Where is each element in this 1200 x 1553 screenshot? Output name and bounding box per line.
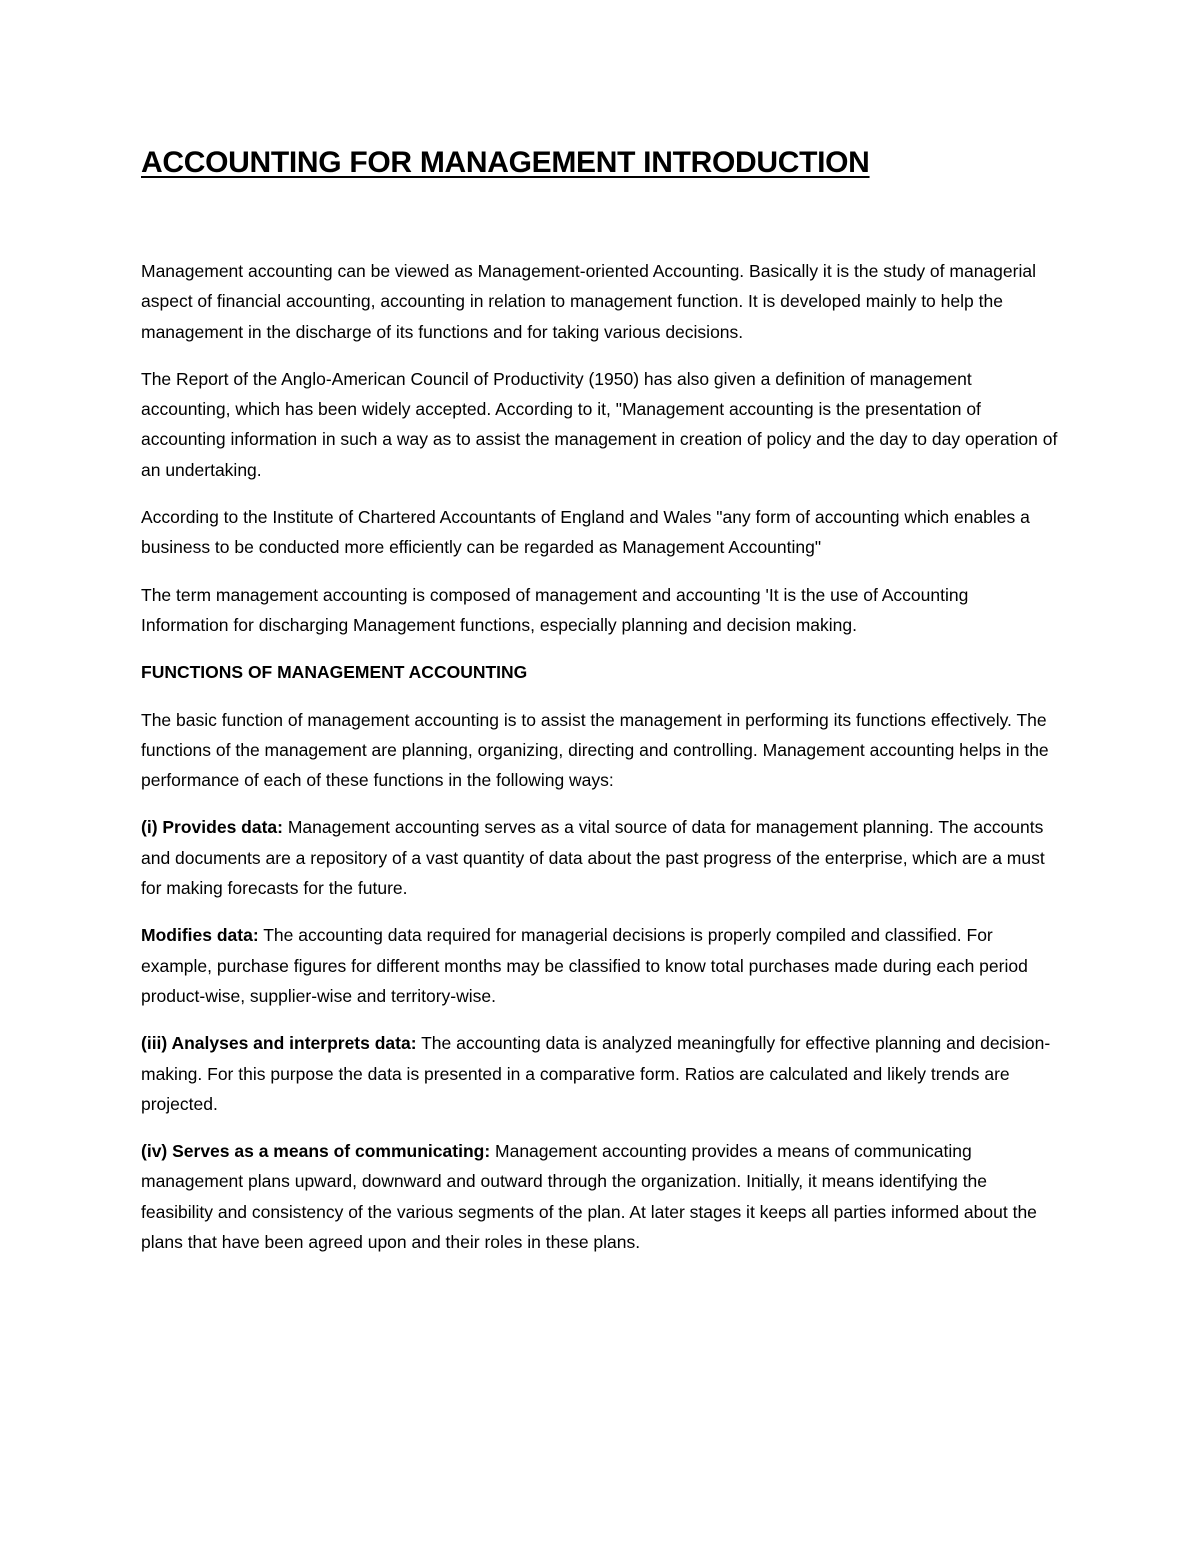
function-lead: Modifies data: [141, 925, 259, 946]
function-text: The accounting data is analyzed meaningfully for effective planning and decision-making. For this purpose the data is presented in a comparative form. Ratios are calculated and likely trends are projected. [141, 1033, 1051, 1114]
definition-paragraph: The Report of the Anglo-American Council of Productivity (1950) has also given a definition of management accounting, which has been widely accepted. According to it, "Management accounting is the presentation of accounting information in such a way as to assist the management in creation of policy and the day to day operation of an undertaking. [141, 368, 1058, 480]
section-heading: FUNCTIONS OF MANAGEMENT ACCOUNTING [141, 662, 528, 683]
function-lead: (i) Provides data: [141, 817, 283, 838]
function-item [141, 812, 1059, 903]
function-item [141, 920, 1059, 1011]
term-paragraph: The term management accounting is composed of management and accounting 'It is the use of Accounting Information for discharging Management functions, especially planning and decision making. [141, 584, 969, 635]
function-item [141, 1136, 1059, 1257]
document-page [141, 140, 1059, 1274]
function-item [141, 1028, 1059, 1119]
function-text: Management accounting serves as a vital source of data for management planning. The accounts and documents are a repository of a vast quantity of data about the past progress of the enterprise, which are a must for making forecasts for the future. [141, 817, 1045, 899]
section-intro-paragraph: The basic function of management accounting is to assist the management in performing its functions effectively. The functions of the management are planning, organizing, directing and controlling. Management accounting helps in the performance of each of these functions in the following ways: [141, 709, 1049, 791]
intro-paragraph: Management accounting can be viewed as Management-oriented Accounting. Basically it is the study of managerial aspect of financial accounting, accounting in relation to management function. It is developed mainly to help the management in the discharge of its functions and for taking various decisions. [141, 261, 1036, 342]
function-lead: (iii) Analyses and interprets data: [141, 1033, 417, 1054]
function-text: The accounting data required for managerial decisions is properly compiled and classified. For example, purchase figures for different months may be classified to know total purchases made during each period product-wise, supplier-wise and territory-wise. [141, 925, 1028, 1006]
function-text: Management accounting provides a means of communicating management plans upward, downward and outward through the organization. Initially, it means identifying the feasibility and consistency of the various segments of the plan. At later stages it keeps all parties informed about the plans that have been agreed upon and their roles in these plans. [141, 1141, 1037, 1253]
document-title: ACCOUNTING FOR MANAGEMENT INTRODUCTION [141, 146, 870, 179]
function-lead: (iv) Serves as a means of communicating: [141, 1141, 491, 1162]
icaew-paragraph: According to the Institute of Chartered Accountants of England and Wales "any form of accounting which enables a business to be conducted more efficiently can be regarded as Management Accounting" [141, 507, 1030, 558]
